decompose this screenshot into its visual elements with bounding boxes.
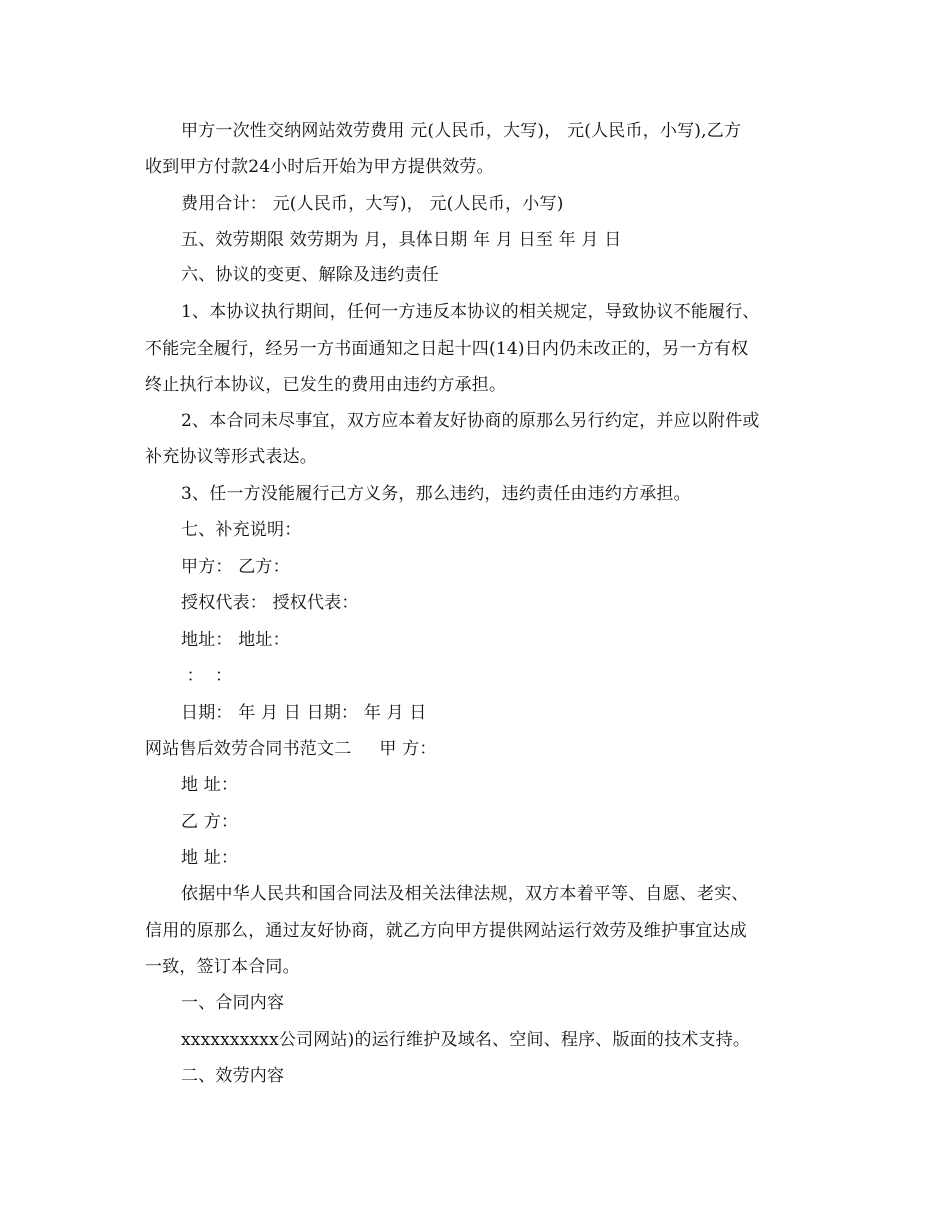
signature-line: 日期： 年 月 日 日期： 年 月 日 (181, 703, 427, 723)
paragraph-line: 3、任一方没能履行己方义务，那么违约，违约责任由违约方承担。 (181, 484, 691, 504)
paragraph-line: 不能完全履行，经另一方书面通知之日起十四(14)日内仍未改正的，另一方有权 (145, 339, 749, 359)
paragraph-line: 费用合计： 元(人民币，大写)， 元(人民币，小写) (181, 194, 564, 214)
paragraph-line: 甲方一次性交纳网站效劳费用 元(人民币，大写)， 元(人民币，小写),乙方 (181, 121, 742, 141)
paragraph-line: 收到甲方付款24小时后开始为甲方提供效劳。 (145, 157, 494, 177)
signature-line: ： ： (181, 666, 233, 686)
paragraph-line: 信用的原那么，通过友好协商，就乙方向甲方提供网站运行效劳及维护事宜达成 (145, 921, 747, 941)
party-field: 地 址： (181, 775, 239, 795)
section-heading: 一、合同内容 (181, 993, 285, 1013)
paragraph-line: 补充协议等形式表达。 (145, 447, 317, 467)
signature-line: 地址： 地址： (181, 630, 290, 650)
paragraph-line: 终止执行本协议，已发生的费用由违约方承担。 (145, 375, 507, 395)
section-heading: 二、效劳内容 (181, 1066, 285, 1086)
document-title: 网站售后效劳合同书范文二 甲 方： (145, 739, 437, 759)
party-field: 地 址： (181, 848, 239, 868)
paragraph-line: 2、本合同未尽事宜，双方应本着友好协商的原那么另行约定，并应以附件或 (181, 411, 760, 431)
paragraph-line: 依据中华人民共和国合同法及相关法律法规，双方本着平等、自愿、老实、 (181, 884, 749, 904)
paragraph-line: 一致，签订本合同。 (145, 957, 300, 977)
party-field: 乙 方： (181, 812, 239, 832)
signature-line: 甲方： 乙方： (181, 557, 290, 577)
section-heading: 五、效劳期限 效劳期为 月，具体日期 年 月 日至 年 月 日 (181, 230, 622, 250)
signature-line: 授权代表： 授权代表： (181, 593, 359, 613)
section-heading: 六、协议的变更、解除及违约责任 (181, 265, 439, 285)
paragraph-line: xxxxxxxxxx公司网站)的运行维护及域名、空间、程序、版面的技术支持。 (181, 1030, 751, 1050)
paragraph-line: 1、本协议执行期间，任何一方违反本协议的相关规定，导致协议不能履行、 (181, 302, 760, 322)
section-heading: 七、补充说明： (181, 520, 302, 540)
